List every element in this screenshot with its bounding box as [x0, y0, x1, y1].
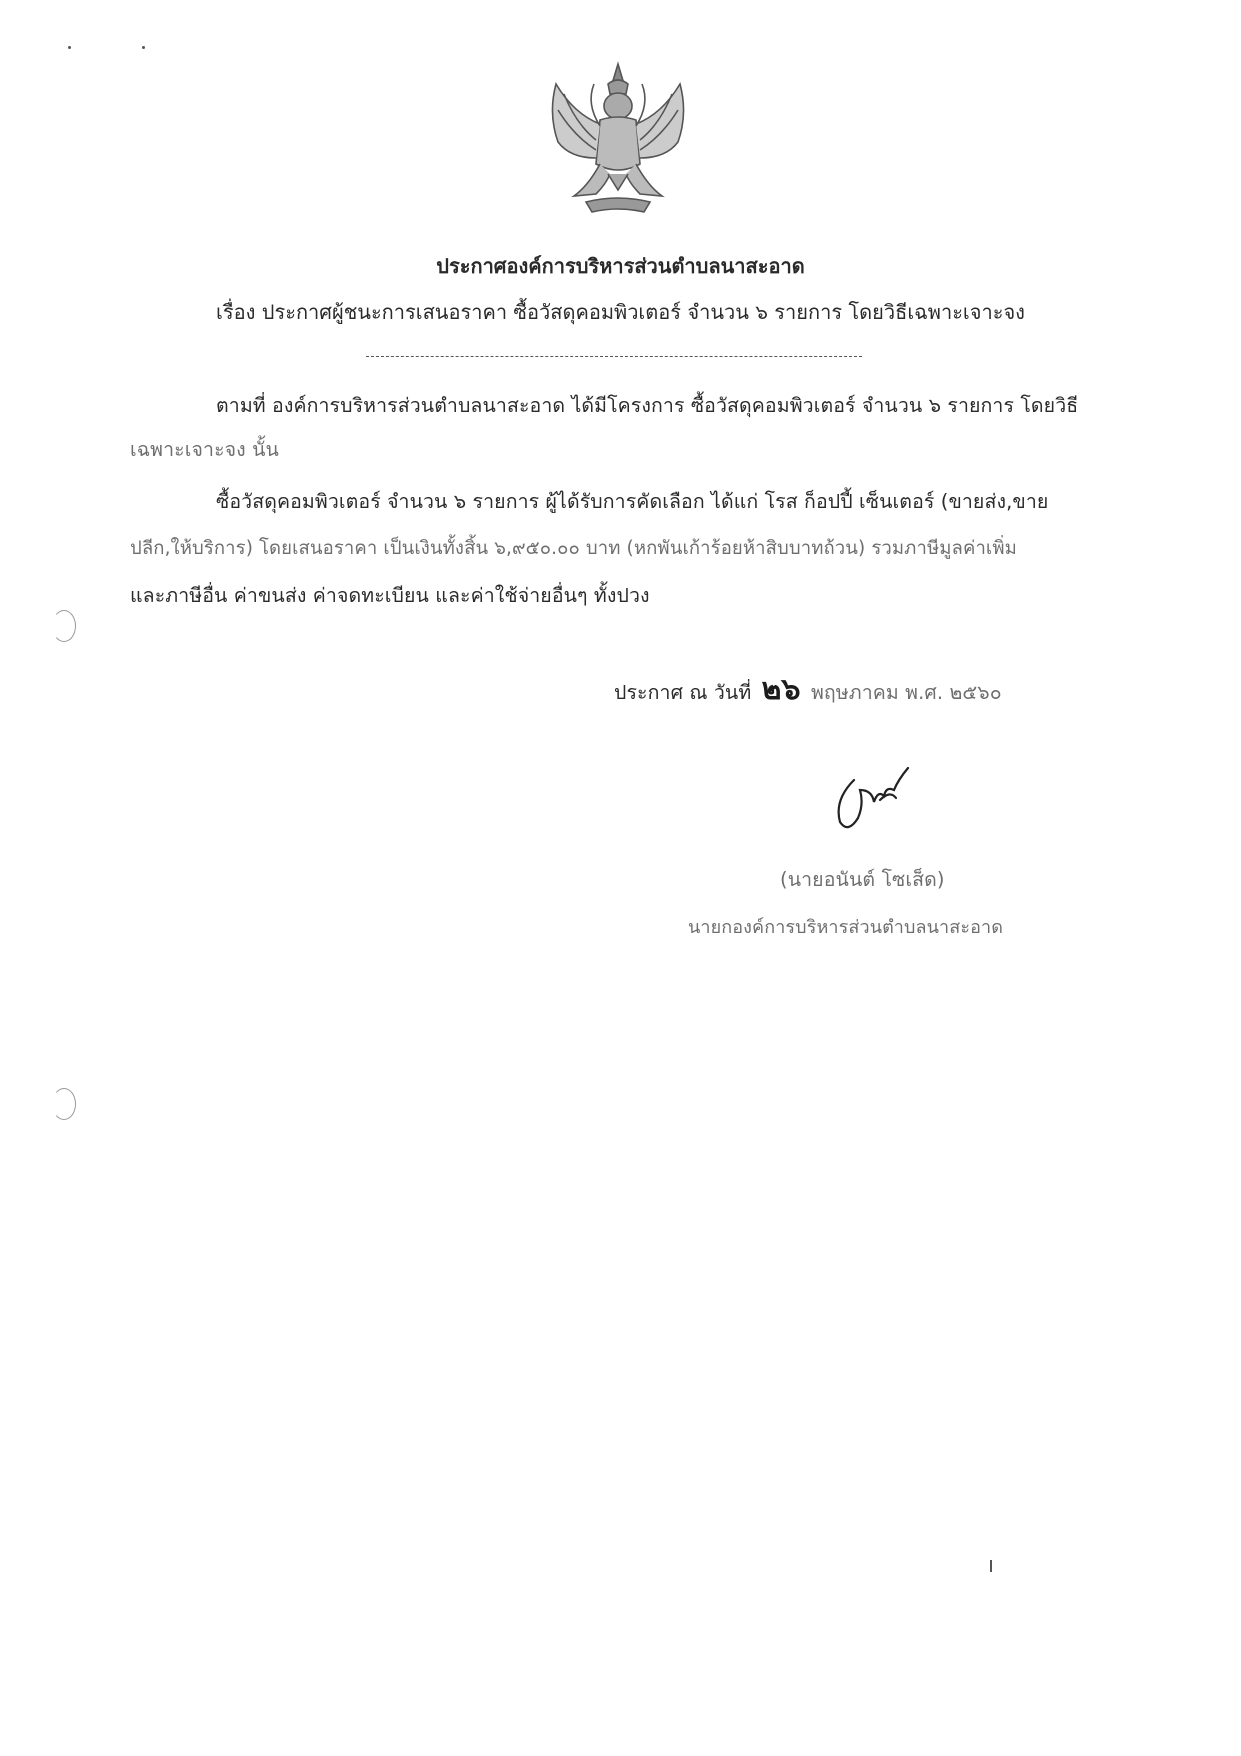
announcement-title: ประกาศองค์การบริหารส่วนตำบลนาสะอาด: [436, 254, 805, 278]
date-prefix: ประกาศ ณ วันที่: [614, 681, 752, 704]
date-month-year: พฤษภาคม พ.ศ. ๒๕๖๐: [810, 681, 1002, 704]
handwritten-signature: [820, 760, 930, 840]
binder-hole-bottom: [52, 1088, 76, 1120]
paragraph-2-line-1: ซื้อวัสดุคอมพิวเตอร์ จำนวน ๖ รายการ ผู้ได้รับการคัดเลือก ได้แก่ โรส ก็อปปี้ เซ็นเตอร์ (ขายส่ง,ขาย: [216, 490, 1049, 513]
paragraph-1-line-1: ตามที่ องค์การบริหารส่วนตำบลนาสะอาด ได้มีโครงการ ซื้อวัสดุคอมพิวเตอร์ จำนวน ๖ รายการ โดยวิธี: [216, 394, 1079, 417]
paragraph-2-line-2: ปลีก,ให้บริการ) โดยเสนอราคา เป็นเงินทั้งสิ้น ๖,๙๕๐.๐๐ บาท (หกพันเก้าร้อยห้าสิบบาทถ้วน) รวมภาษีมูลค่าเพิ่ม: [130, 538, 1017, 559]
garuda-emblem: [534, 54, 702, 222]
signatory-name: (นายอนันต์ โซเส็ด): [780, 868, 945, 891]
announcement-date: [614, 666, 1002, 713]
header-divider: [366, 356, 862, 357]
binder-hole-top: [52, 610, 76, 642]
date-day-handwritten: ๒๖: [761, 672, 801, 707]
paragraph-1-line-2: เฉพาะเจาะจง นั้น: [130, 438, 279, 461]
signatory-position: นายกองค์การบริหารส่วนตำบลนาสะอาด: [688, 917, 1004, 938]
paragraph-2-line-3: และภาษีอื่น ค่าขนส่ง ค่าจดทะเบียน และค่าใช้จ่ายอื่นๆ ทั้งปวง: [130, 584, 650, 607]
announcement-subject: เรื่อง ประกาศผู้ชนะการเสนอราคา ซื้อวัสดุคอมพิวเตอร์ จำนวน ๖ รายการ โดยวิธีเฉพาะเจาะจง: [216, 300, 1025, 324]
